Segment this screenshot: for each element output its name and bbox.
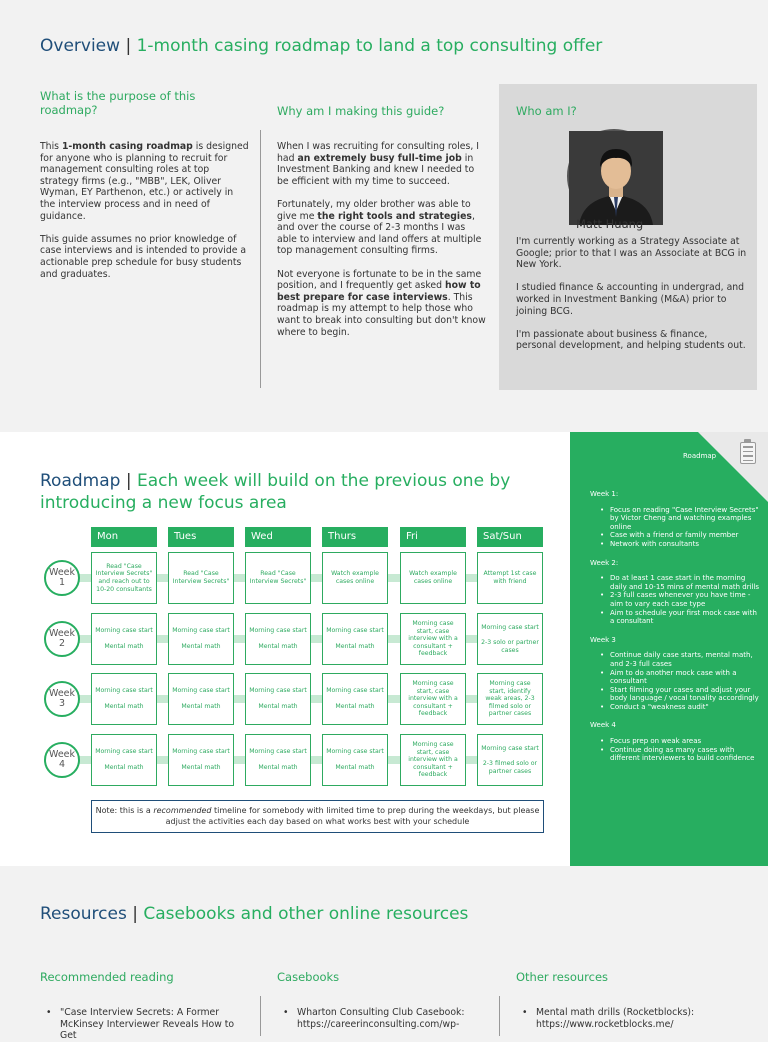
- other-resource-item[interactable]: • Mental math drills (Rocketblocks): https://www.rocketblocks.me/: [536, 1007, 736, 1030]
- schedule-cell-activity: Read "Case Interview Secrets" and reach out to 10-20 consultants: [95, 562, 153, 593]
- why-paragraph-1: When I was recruiting for consulting roles, I had an extremely busy full-time job in Investment Banking and knew I needed to be efficient with my time to succeed.: [277, 141, 480, 187]
- week-label: Week: [48, 749, 76, 760]
- who-paragraph-3: I'm passionate about business & finance, personal development, and helping students out.: [516, 328, 746, 352]
- cell-connector: [234, 756, 245, 764]
- resources-divider-1: [260, 996, 261, 1036]
- schedule-cell-secondary: Mental math: [104, 703, 144, 710]
- day-header: Fri: [400, 527, 466, 547]
- roadmap-title-main: Roadmap: [40, 471, 121, 491]
- week-circle: [44, 742, 80, 778]
- purpose-paragraph-1: This 1-month casing roadmap is designed for anyone who is planning to recruit for management consulting roles at top strategy firms (e.g., "MBB", LEK, Oliver Wyman, EY Parthenon, etc.) or actively in the interview process and in need of guidance.: [40, 141, 249, 222]
- schedule-cell-activity: Morning case start: [249, 627, 307, 635]
- week-number: 4: [58, 759, 66, 770]
- schedule-cell-secondary: 2-3 solo or partner cases: [481, 639, 539, 654]
- cell-connector: [157, 635, 168, 643]
- resources-divider-2: [499, 996, 500, 1036]
- cell-connector: [311, 635, 322, 643]
- weekly-focus-panel: [570, 432, 768, 866]
- roadmap-title-sub: Each week will build on the previous one by introducing a new focus area: [40, 471, 511, 513]
- schedule-cell-activity: Read "Case Interview Secrets": [172, 570, 230, 585]
- who-heading: Who am I?: [516, 104, 577, 118]
- schedule-cell-activity: Morning case start: [95, 687, 153, 695]
- resources-title-sub: Casebooks and other online resources: [143, 904, 469, 924]
- overview-title-sub: 1-month casing roadmap to land a top consulting offer: [136, 36, 603, 56]
- who-paragraph-1: I'm currently working as a Strategy Associate at Google; prior to that I was an Associate at BCG in New York.: [516, 236, 747, 271]
- panel-list-item: • Continue daily case starts, mental math, and 2-3 full cases: [610, 651, 762, 668]
- panel-list-item: • Continue doing as many cases with different interviewers to build confidence: [610, 746, 762, 763]
- schedule-cell-activity: Watch example cases online: [331, 570, 379, 585]
- cell-connector: [234, 574, 245, 582]
- cell-connector: [466, 635, 477, 643]
- schedule-cell: [322, 552, 388, 604]
- why-heading: Why am I making this guide?: [277, 104, 445, 118]
- who-body: [516, 236, 748, 364]
- schedule-cell: [91, 734, 157, 786]
- schedule-cell-activity: Morning case start: [172, 627, 230, 635]
- day-header: Mon: [91, 527, 157, 547]
- schedule-cell: [245, 673, 311, 725]
- schedule-cell: [477, 552, 543, 604]
- casebooks-heading: Casebooks: [277, 970, 340, 984]
- schedule-cell: [400, 734, 466, 786]
- cell-connector: [388, 756, 400, 764]
- schedule-cell-activity: Morning case start: [481, 744, 539, 752]
- why-paragraph-2: Fortunately, my older brother was able to give me the right tools and strategies, and over the course of 2-3 months I was able to interview and land offers at multiple top management consulting firms.: [277, 198, 482, 257]
- week-circle: [44, 621, 80, 657]
- schedule-cell-secondary: Mental math: [104, 764, 144, 771]
- schedule-cell: [400, 552, 466, 604]
- schedule-cell-activity: Morning case start: [481, 623, 539, 631]
- panel-week-items: [590, 574, 762, 626]
- schedule-cell-secondary: 2-3 filmed solo or partner cases: [482, 760, 538, 775]
- panel-list-item: • 2-3 full cases whenever you have time - aim to vary each case type: [610, 591, 762, 608]
- roadmap-note: Note: this is a recommended timeline for somebody with limited time to prep during the weekdays, but please adjust the activities each day based on what works best with your schedule: [91, 800, 544, 833]
- schedule-cell: [477, 613, 543, 665]
- schedule-cell-secondary: Mental math: [258, 764, 298, 771]
- panel-list-item: • Start filming your cases and adjust your body language / vocal tonality accordingly: [610, 686, 762, 703]
- schedule-cell: [477, 734, 543, 786]
- schedule-cell-secondary: Mental math: [258, 703, 298, 710]
- schedule-cell-activity: Morning case start, case interview with a consultant + feedback: [408, 741, 458, 779]
- cell-connector: [157, 756, 168, 764]
- cell-connector: [311, 574, 322, 582]
- schedule-cell: [322, 734, 388, 786]
- cell-connector: [311, 695, 322, 703]
- schedule-cell: [91, 552, 157, 604]
- panel-week-label: Week 1:: [590, 490, 619, 498]
- panel-list-item: • Focus prep on weak areas: [610, 737, 762, 746]
- cell-connector: [466, 756, 477, 764]
- other-resources-heading: Other resources: [516, 970, 609, 984]
- reading-heading: Recommended reading: [40, 970, 174, 984]
- schedule-cell: [400, 613, 466, 665]
- casebook-item[interactable]: • Wharton Consulting Club Casebook: https://careerinconsulting.com/wp-: [297, 1007, 487, 1030]
- why-paragraph-3: Not everyone is fortunate to be in the same position, and I frequently get asked how to best prepare for case interviews. This roadmap is my attempt to help those who want to break into consulting but don't know where to begin.: [277, 268, 486, 338]
- schedule-cell: [168, 552, 234, 604]
- panel-list-item: • Aim to do another mock case with a consultant: [610, 669, 762, 686]
- schedule-cell-secondary: Mental math: [335, 764, 375, 771]
- day-header: Tues: [168, 527, 234, 547]
- week-label: Week: [48, 688, 76, 699]
- schedule-cell-activity: Morning case start: [172, 748, 230, 756]
- schedule-cell-activity: Morning case start: [326, 748, 384, 756]
- clipboard-icon: [740, 442, 756, 464]
- cell-connector: [234, 635, 245, 643]
- panel-list-item: • Focus on reading "Case Interview Secrets" by Victor Cheng and watching examples online: [610, 506, 762, 532]
- resources-title: [40, 904, 468, 924]
- week-label: Week: [48, 628, 76, 639]
- overview-title: [40, 36, 602, 56]
- panel-list-item: • Conduct a "weakness audit": [610, 703, 762, 712]
- reading-item: • "Case Interview Secrets: A Former McKinsey Interviewer Reveals How to Get: [60, 1007, 250, 1042]
- schedule-cell-secondary: Mental math: [258, 643, 298, 650]
- panel-week-label: Week 3: [590, 635, 616, 644]
- schedule-cell-secondary: Mental math: [181, 764, 221, 771]
- cell-connector: [388, 635, 400, 643]
- panel-week-label: Week 2:: [590, 558, 619, 567]
- schedule-cell-secondary: Mental math: [181, 643, 221, 650]
- schedule-cell-secondary: Mental math: [335, 703, 375, 710]
- panel-list-item: • Do at least 1 case start in the morning daily and 10-15 mins of mental math drills: [610, 574, 762, 591]
- schedule-cell: [400, 673, 466, 725]
- purpose-paragraph-2: This guide assumes no prior knowledge of case interviews and is intended to provide a actionable prep schedule for busy students and graduates.: [40, 233, 247, 280]
- cell-connector: [234, 695, 245, 703]
- panel-week-label: Week 4: [590, 721, 616, 730]
- schedule-cell: [91, 613, 157, 665]
- overview-title-main: Overview: [40, 36, 121, 56]
- schedule-cell: [245, 613, 311, 665]
- purpose-body: [40, 141, 250, 292]
- schedule-cell: [168, 673, 234, 725]
- why-body: [277, 141, 487, 350]
- schedule-cell-activity: Morning case start: [326, 687, 384, 695]
- schedule-cell: [168, 613, 234, 665]
- schedule-cell: [322, 673, 388, 725]
- column-divider: [260, 130, 261, 388]
- schedule-cell: [91, 673, 157, 725]
- schedule-cell: [477, 673, 543, 725]
- panel-week-items: [590, 737, 762, 763]
- schedule-cell-activity: Morning case start, case interview with a consultant + feedback: [408, 620, 458, 658]
- schedule-cell-secondary: Mental math: [104, 643, 144, 650]
- who-paragraph-2: I studied finance & accounting in undergrad, and worked in Investment Banking (M&A) prior to joining BCG.: [516, 282, 745, 317]
- panel-list-item: • Aim to schedule your first mock case with a consultant: [610, 609, 762, 626]
- schedule-cell: [245, 734, 311, 786]
- resources-title-separator: |: [132, 904, 138, 924]
- panel-week-items: [590, 506, 762, 549]
- schedule-cell-activity: Morning case start: [326, 627, 384, 635]
- schedule-cell-activity: Morning case start, case interview with a consultant + feedback: [408, 680, 458, 718]
- week-circle: [44, 681, 80, 717]
- panel-week-items: [590, 651, 762, 711]
- author-name: Matt Huang: [576, 217, 644, 231]
- cell-connector: [466, 695, 477, 703]
- week-number: 3: [58, 698, 66, 709]
- panel-week-list: [590, 490, 762, 773]
- schedule-cell-activity: Morning case start: [95, 748, 153, 756]
- cell-connector: [157, 574, 168, 582]
- schedule-cell: [245, 552, 311, 604]
- cell-connector: [388, 695, 400, 703]
- schedule-cell-activity: Watch example cases online: [409, 570, 457, 585]
- cell-connector: [388, 574, 400, 582]
- week-circle: [44, 560, 80, 596]
- day-header: Thurs: [322, 527, 388, 547]
- overview-title-separator: |: [125, 36, 132, 56]
- schedule-cell-activity: Morning case start, identify weak areas, 2-3 filmed solo or partner cases: [485, 680, 535, 718]
- schedule-cell-activity: Attempt 1st case with friend: [483, 570, 537, 585]
- schedule-cell-activity: Morning case start: [172, 687, 230, 695]
- week-label: Week: [48, 567, 76, 578]
- roadmap-title-separator: |: [125, 471, 132, 491]
- schedule-cell-activity: Morning case start: [95, 627, 153, 635]
- schedule-cell-secondary: Mental math: [181, 703, 221, 710]
- panel-title: Roadmap: [683, 452, 717, 460]
- schedule-cell-activity: Read "Case Interview Secrets": [249, 570, 307, 585]
- cell-connector: [311, 756, 322, 764]
- resources-title-main: Resources: [40, 904, 127, 924]
- panel-list-item: • Network with consultants: [610, 540, 762, 549]
- schedule-cell: [322, 613, 388, 665]
- panel-list-item: • Case with a friend or family member: [610, 531, 762, 540]
- day-header: Wed: [245, 527, 311, 547]
- week-number: 2: [58, 638, 66, 649]
- schedule-cell: [168, 734, 234, 786]
- week-number: 1: [58, 577, 66, 588]
- schedule-cell-activity: Morning case start: [249, 687, 307, 695]
- cell-connector: [466, 574, 477, 582]
- roadmap-title: [40, 470, 560, 514]
- schedule-cell-activity: Morning case start: [249, 748, 307, 756]
- day-header: Sat/Sun: [477, 527, 543, 547]
- avatar: [567, 129, 661, 223]
- schedule-cell-secondary: Mental math: [335, 643, 375, 650]
- avatar-portrait-icon: [569, 131, 663, 225]
- cell-connector: [157, 695, 168, 703]
- purpose-heading: What is the purpose of this roadmap?: [40, 89, 196, 117]
